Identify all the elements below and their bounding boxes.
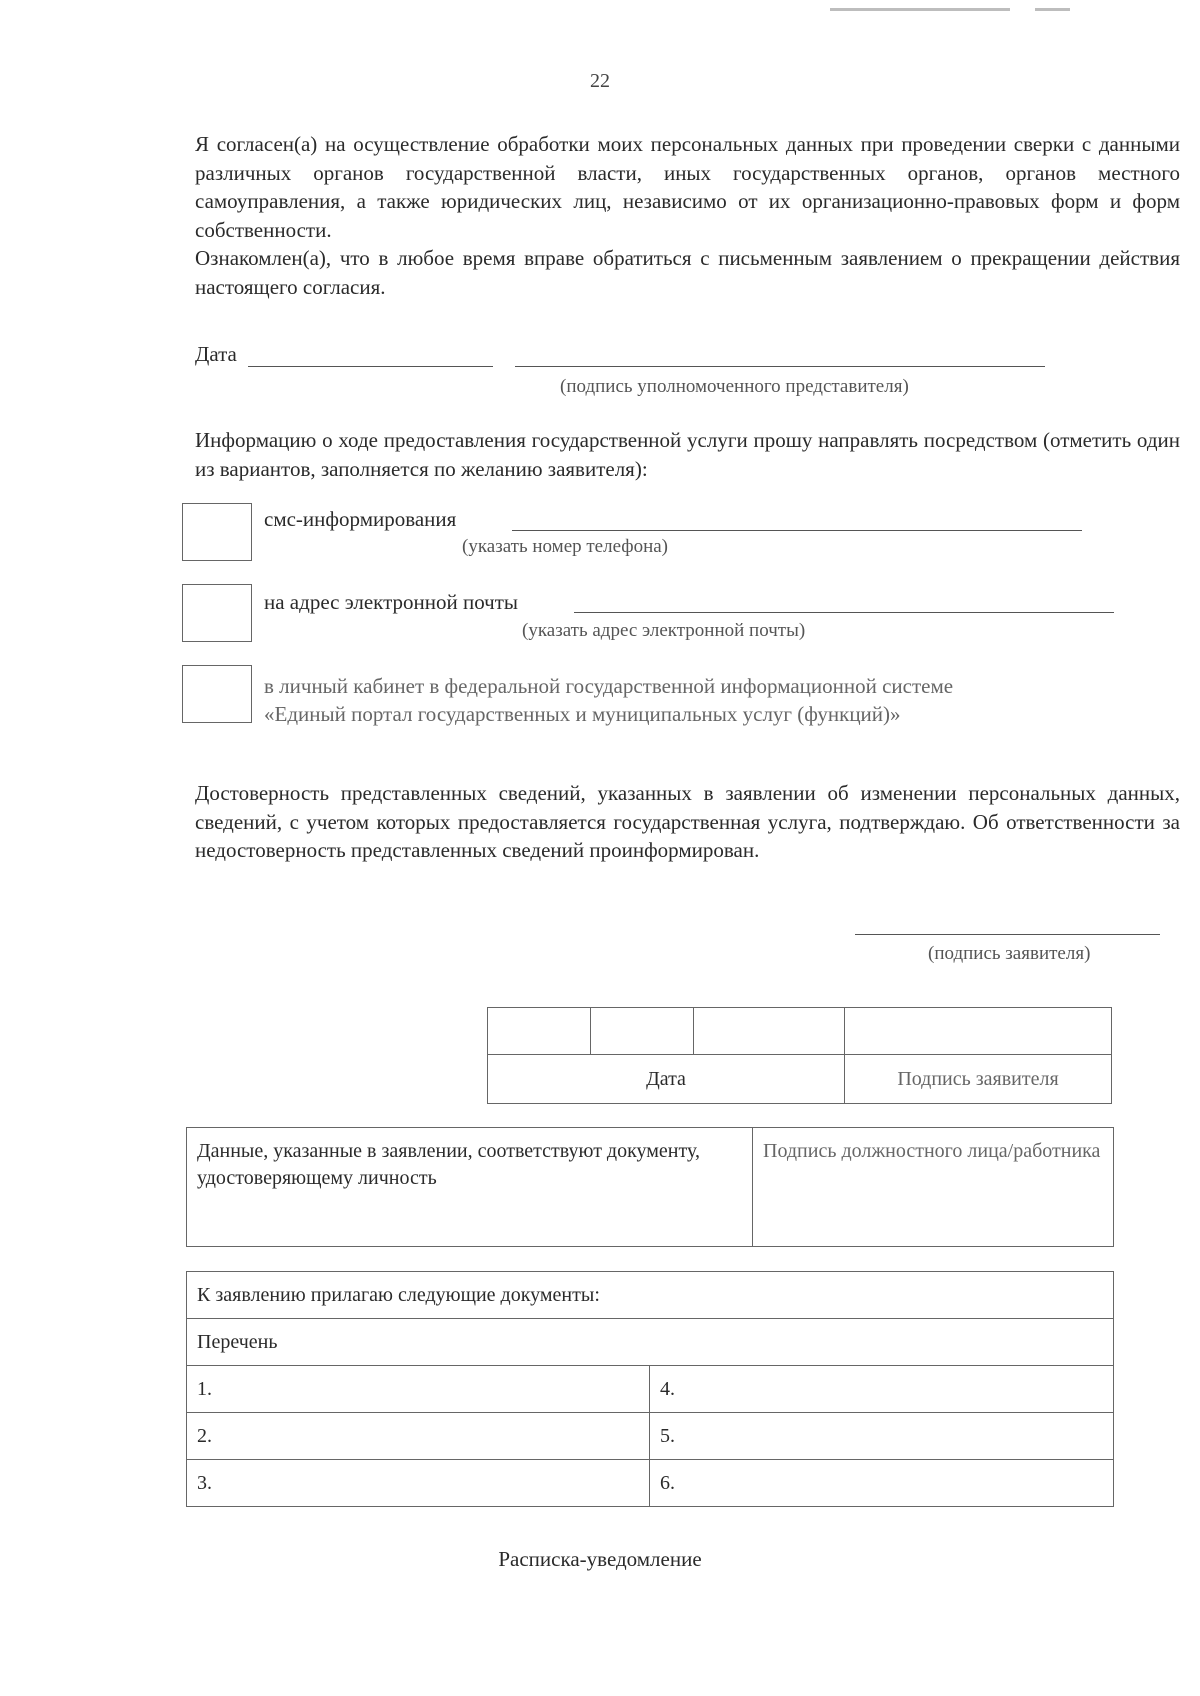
- documents-list-label: Перечень: [187, 1319, 1114, 1366]
- portal-option-label-line1: в личный кабинет в федеральной государственной информационной системе: [264, 674, 954, 698]
- receipt-title: Расписка-уведомление: [498, 1547, 702, 1571]
- email-address-caption: (указать адрес электронной почты): [522, 620, 806, 641]
- document-item-cell[interactable]: 6.: [650, 1460, 1114, 1507]
- document-item-cell[interactable]: 1.: [187, 1366, 650, 1413]
- document-item-cell[interactable]: 3.: [187, 1460, 650, 1507]
- phone-number-caption: (указать номер телефона): [462, 536, 669, 557]
- official-signature-cell[interactable]: Подпись должностного лица/работника: [753, 1128, 1114, 1247]
- date-year-cell[interactable]: [694, 1008, 845, 1055]
- portal-checkbox[interactable]: [182, 665, 252, 723]
- date-label-cell: Дата: [488, 1055, 845, 1104]
- page-number: 22: [590, 70, 610, 92]
- verification-table: [186, 1127, 1114, 1247]
- date-day-cell[interactable]: [488, 1008, 591, 1055]
- consent-paragraph: Я согласен(а) на осуществление обработки моих персональных данных при проведении сверки с данными различных органов государственной власти, иных государственных органов, органов местного самоуправления, а также юридических лиц, независимо от их организационно-правовых форм и форм собственности.: [195, 132, 1180, 242]
- portal-option-label-line2: «Единый портал государственных и муниципальных услуг (функций)»: [264, 702, 901, 726]
- date-month-cell[interactable]: [591, 1008, 694, 1055]
- date-line[interactable]: [248, 366, 493, 367]
- scan-artifact: [1035, 8, 1070, 11]
- date-label: Дата: [195, 342, 237, 366]
- verification-statement-cell: Данные, указанные в заявлении, соответствуют документу, удостоверяющему личность: [187, 1128, 753, 1247]
- applicant-signature-cell[interactable]: [845, 1008, 1112, 1055]
- scan-artifact: [830, 8, 1010, 11]
- applicant-signature-line[interactable]: [855, 934, 1160, 935]
- representative-signature-line[interactable]: [515, 366, 1045, 367]
- document-item-cell[interactable]: 2.: [187, 1413, 650, 1460]
- document-item-cell[interactable]: 5.: [650, 1413, 1114, 1460]
- confirmation-paragraph: Достоверность представленных сведений, указанных в заявлении об изменении персональных данных, сведений, с учетом которых предоставляется государственная услуга, подтверждаю. Об ответственности за недостоверность представленных сведений проинформирован.: [195, 781, 1180, 862]
- consent-block: [195, 130, 1180, 301]
- sms-checkbox[interactable]: [182, 503, 252, 561]
- sms-option-label: смс-информирования: [264, 507, 457, 531]
- attached-documents-table: [186, 1271, 1114, 1507]
- acknowledgement-paragraph: Ознакомлен(а), что в любое время вправе обратиться с письменным заявлением о прекращении действия настоящего согласия.: [195, 246, 1180, 299]
- applicant-signature-label-cell: Подпись заявителя: [845, 1055, 1112, 1104]
- email-address-line[interactable]: [574, 612, 1114, 613]
- email-option-label: на адрес электронной почты: [264, 590, 519, 614]
- representative-signature-caption: (подпись уполномоченного представителя): [560, 376, 909, 397]
- email-checkbox[interactable]: [182, 584, 252, 642]
- document-item-cell[interactable]: 4.: [650, 1366, 1114, 1413]
- applicant-signature-caption: (подпись заявителя): [928, 943, 1091, 964]
- date-signature-table: [487, 1007, 1112, 1104]
- phone-number-line[interactable]: [512, 530, 1082, 531]
- notification-intro: Информацию о ходе предоставления государственной услуги прошу направлять посредством (отметить один из вариантов, заполняется по желанию заявителя):: [195, 428, 1180, 481]
- attached-documents-header: К заявлению прилагаю следующие документы:: [187, 1272, 1114, 1319]
